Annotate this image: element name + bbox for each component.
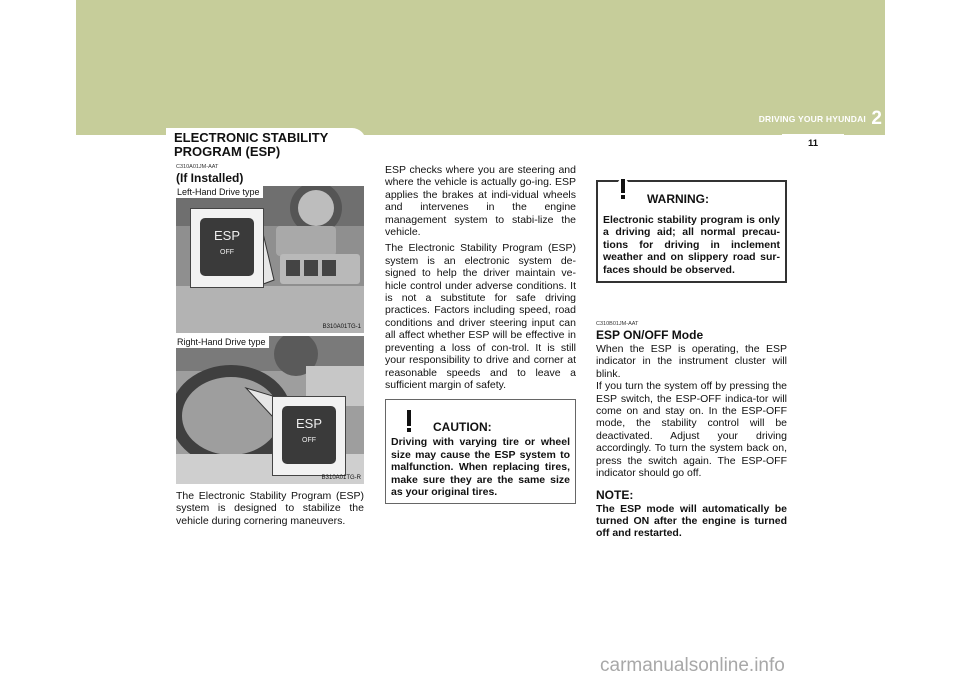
- off-label: OFF: [220, 249, 234, 256]
- chapter-title: DRIVING YOUR HYUNDAI: [758, 114, 866, 124]
- warning-header: [603, 186, 780, 214]
- intro-paragraph: The Electronic Stability Program (ESP) system is designed to stabilize the vehicle during cornering maneuvers.: [176, 490, 364, 527]
- figure-code: B310A01TG-1: [322, 324, 361, 330]
- caution-icon: [391, 404, 427, 436]
- figure-label: Right-Hand Drive type: [176, 336, 269, 348]
- esp-switch-closeup: [190, 208, 264, 288]
- esp-off-paragraph: If you turn the system off by pressing the ESP switch, the ESP-OFF indica-tor will come on and stay on. In the ESP-OFF mode, the stability control will be deactivated. Adjust your driving accordingly. To turn the system back on, press the switch again. The ESP-OFF indicator should go off.: [596, 380, 787, 480]
- figure-label: Left-Hand Drive type: [176, 186, 263, 198]
- note-text: The ESP mode will automatically be turned ON after the engine is turned off and restarted.: [596, 502, 787, 540]
- esp-switch-closeup: [272, 396, 346, 476]
- caution-text: Driving with varying tire or wheel size may cause the ESP system to malfunction. When replacing tires, make sure they are the same size as your original tires.: [391, 436, 570, 498]
- subsection-title: ESP ON/OFF Mode: [596, 328, 704, 343]
- esp-off-button: [200, 218, 254, 276]
- esp-indicator-paragraph: When the ESP is operating, the ESP indicator in the instrument cluster will blink.: [596, 343, 787, 380]
- warning-text: Electronic stability program is only a driving aid; all normal precau-tions for driving in inclement weather and on slippery road sur-faces should be observed.: [603, 214, 780, 276]
- column-middle: [385, 164, 576, 504]
- caution-title: CAUTION:: [433, 420, 492, 435]
- caution-header: [391, 404, 570, 436]
- figure-code: B310A01TG-R: [321, 475, 361, 481]
- page-number: 11: [782, 134, 844, 152]
- section-title: ELECTRONIC STABILITY PROGRAM (ESP): [174, 130, 329, 159]
- warning-title: WARNING:: [647, 192, 709, 206]
- note-title: NOTE:: [596, 487, 634, 502]
- chapter-number: 2: [871, 108, 882, 129]
- caution-box: [385, 399, 576, 504]
- subsection-code: C310B01JM-AAT: [596, 321, 639, 328]
- column-left: [176, 164, 364, 531]
- install-note: (If Installed): [176, 171, 244, 185]
- off-label: OFF: [302, 437, 316, 444]
- warning-icon: [603, 174, 643, 202]
- esp-label: ESP: [295, 416, 322, 431]
- warning-box: [596, 180, 787, 283]
- esp-label: ESP: [213, 228, 240, 243]
- figure-left-hand-drive: [176, 186, 364, 333]
- esp-description-paragraph: The Electronic Stability Program (ESP) system is an electronic system de-signed to help the driver maintain ve-hicle control under adverse conditions. It is not a substitute for safe driving practices. Factors including speed, road conditions and driver steering input can all affect whether ESP will be effective in preventing a loss of con-trol. It is still your responsibility to drive and corner at reasonable speeds and to leave a sufficient margin of safety.: [385, 242, 576, 391]
- figure-right-hand-drive: [176, 336, 364, 484]
- esp-checks-paragraph: ESP checks where you are steering and where the vehicle is actually go-ing. ESP applies the brakes at indi-vidual wheels and intervenes in the engine management system to stabi-lize the vehicle.: [385, 164, 576, 239]
- watermark: carmanualsonline.info: [600, 655, 785, 676]
- section-code: C310A01JM-AAT: [176, 164, 219, 170]
- column-right: [596, 180, 787, 540]
- esp-off-button: [282, 406, 336, 464]
